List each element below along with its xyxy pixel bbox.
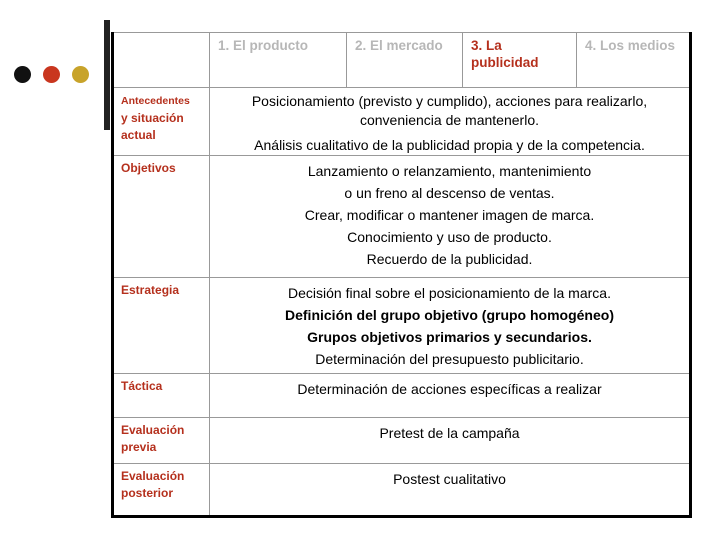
content-line: Conocimiento y uso de producto.	[347, 229, 552, 245]
row-objetivos	[113, 156, 691, 278]
decorative-vertical-bar	[104, 20, 110, 130]
row-label-evaluacion-previa: Evaluación previa	[113, 418, 210, 464]
row-label-objetivos: Objetivos	[113, 156, 210, 278]
row-label-antecedentes	[113, 88, 210, 156]
content-line: Pretest de la campaña	[379, 425, 520, 441]
content-line: Postest cualitativo	[393, 471, 506, 487]
row-evaluacion-posterior	[113, 464, 691, 517]
row-tactica	[113, 374, 691, 418]
red-dot-icon	[43, 66, 60, 83]
content-line: Posicionamiento (previsto y cumplido), acciones para realizarlo, conveniencia de mantenerlo.	[251, 93, 648, 128]
row-content-evaluacion-posterior	[210, 464, 691, 517]
row-content-objetivos	[210, 156, 691, 278]
row-evaluacion-previa	[113, 418, 691, 464]
content-line: Determinación de acciones específicas a realizar	[297, 381, 602, 397]
content-line: o un freno al descenso de ventas.	[344, 185, 555, 201]
tab-los-medios[interactable]: 4. Los medios	[577, 33, 691, 88]
content-line: Análisis cualitativo de la publicidad propia y de la competencia.	[254, 137, 645, 153]
row-antecedentes	[113, 88, 691, 156]
tab-la-publicidad[interactable]: 3. La publicidad	[463, 33, 577, 88]
content-line: Definición del grupo objetivo (grupo homogéneo)	[285, 307, 614, 323]
tab-el-producto[interactable]: 1. El producto	[210, 33, 347, 88]
row-label-line: y situación actual	[121, 111, 184, 142]
content-line: Lanzamiento o relanzamiento, mantenimiento	[307, 163, 592, 179]
header-corner	[113, 33, 210, 88]
row-label-estrategia: Estrategia	[113, 278, 210, 374]
row-label-line: Antecedentes	[121, 95, 190, 107]
row-content-evaluacion-previa	[210, 418, 691, 464]
row-content-estrategia	[210, 278, 691, 374]
row-content-tactica	[210, 374, 691, 418]
content-line: Grupos objetivos primarios y secundarios.	[307, 329, 592, 345]
planning-table	[111, 32, 692, 518]
content-line: Crear, modificar o mantener imagen de marca.	[304, 207, 595, 223]
content-line: Decisión final sobre el posicionamiento de la marca.	[288, 285, 611, 301]
content-line: Recuerdo de la publicidad.	[366, 251, 533, 267]
row-estrategia	[113, 278, 691, 374]
row-label-tactica: Táctica	[113, 374, 210, 418]
header-row	[113, 33, 691, 88]
gold-dot-icon	[72, 66, 89, 83]
black-dot-icon	[14, 66, 31, 83]
row-label-evaluacion-posterior: Evaluación posterior	[113, 464, 210, 517]
content-line: Determinación del presupuesto publicitario.	[315, 351, 584, 367]
tab-el-mercado[interactable]: 2. El mercado	[347, 33, 463, 88]
row-content-antecedentes	[210, 88, 691, 156]
